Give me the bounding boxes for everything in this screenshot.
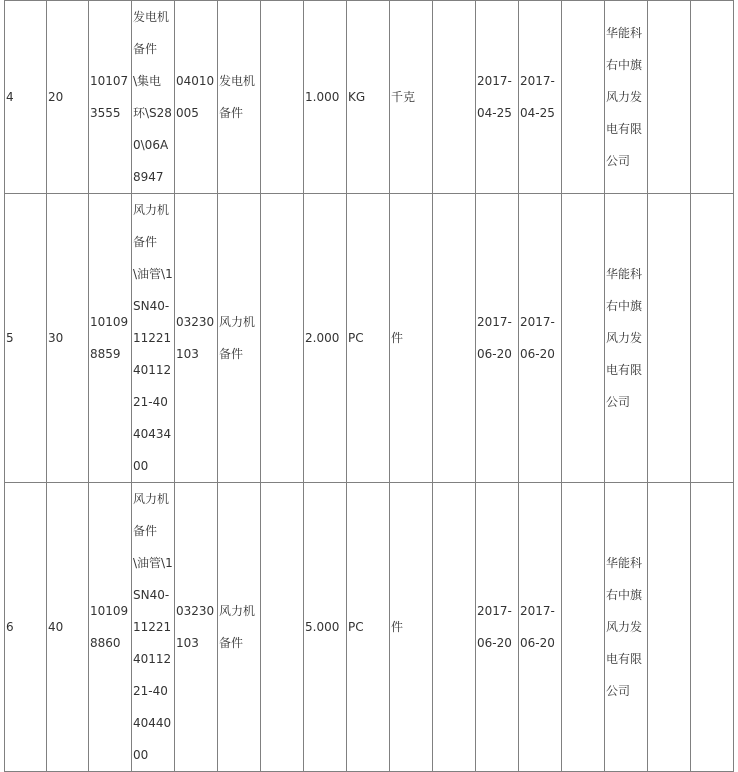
table-row: [5, 483, 734, 772]
description-cell: 发电机备件\集电环\S280\06A8947: [132, 1, 175, 194]
date-cell: 2017-06-20: [476, 483, 519, 772]
empty-cell: [261, 194, 304, 483]
unit-name-cell: 件: [390, 194, 433, 483]
company-cell: 华能科右中旗风力发电有限公司: [605, 483, 648, 772]
empty-cell: [433, 194, 476, 483]
category-code-cell: 04010005: [175, 1, 218, 194]
empty-cell: [433, 483, 476, 772]
empty-cell: [261, 483, 304, 772]
unit-cell: PC: [347, 483, 390, 772]
material-code-cell: 101098860: [89, 483, 132, 772]
quantity-cell: 5.000: [304, 483, 347, 772]
company-cell: 华能科右中旗风力发电有限公司: [605, 1, 648, 194]
quantity-cell: 1.000: [304, 1, 347, 194]
order-table: [4, 0, 734, 772]
row-number-cell: 4: [5, 1, 47, 194]
empty-cell: [648, 483, 691, 772]
empty-cell: [433, 1, 476, 194]
empty-cell: [691, 194, 734, 483]
line-number-cell: 30: [47, 194, 89, 483]
table-row: [5, 1, 734, 194]
table-container: [4, 0, 734, 772]
date-cell: 2017-06-20: [519, 194, 562, 483]
unit-name-cell: 件: [390, 483, 433, 772]
date-cell: 2017-04-25: [519, 1, 562, 194]
empty-cell: [562, 1, 605, 194]
empty-cell: [648, 194, 691, 483]
row-number-cell: 6: [5, 483, 47, 772]
empty-cell: [562, 483, 605, 772]
empty-cell: [691, 1, 734, 194]
unit-cell: PC: [347, 194, 390, 483]
material-code-cell: 101073555: [89, 1, 132, 194]
description-cell: 风力机备件\油管\1SN40-112214011221-404044000: [132, 483, 175, 772]
date-cell: 2017-06-20: [519, 483, 562, 772]
category-cell: 发电机备件: [218, 1, 261, 194]
empty-cell: [691, 483, 734, 772]
row-number-cell: 5: [5, 194, 47, 483]
line-number-cell: 40: [47, 483, 89, 772]
unit-cell: KG: [347, 1, 390, 194]
category-code-cell: 03230103: [175, 194, 218, 483]
company-cell: 华能科右中旗风力发电有限公司: [605, 194, 648, 483]
empty-cell: [261, 1, 304, 194]
quantity-cell: 2.000: [304, 194, 347, 483]
empty-cell: [562, 194, 605, 483]
category-code-cell: 03230103: [175, 483, 218, 772]
unit-name-cell: 千克: [390, 1, 433, 194]
table-row: [5, 194, 734, 483]
line-number-cell: 20: [47, 1, 89, 194]
date-cell: 2017-06-20: [476, 194, 519, 483]
category-cell: 风力机备件: [218, 194, 261, 483]
category-cell: 风力机备件: [218, 483, 261, 772]
description-cell: 风力机备件\油管\1SN40-112214011221-404043400: [132, 194, 175, 483]
empty-cell: [648, 1, 691, 194]
date-cell: 2017-04-25: [476, 1, 519, 194]
material-code-cell: 101098859: [89, 194, 132, 483]
